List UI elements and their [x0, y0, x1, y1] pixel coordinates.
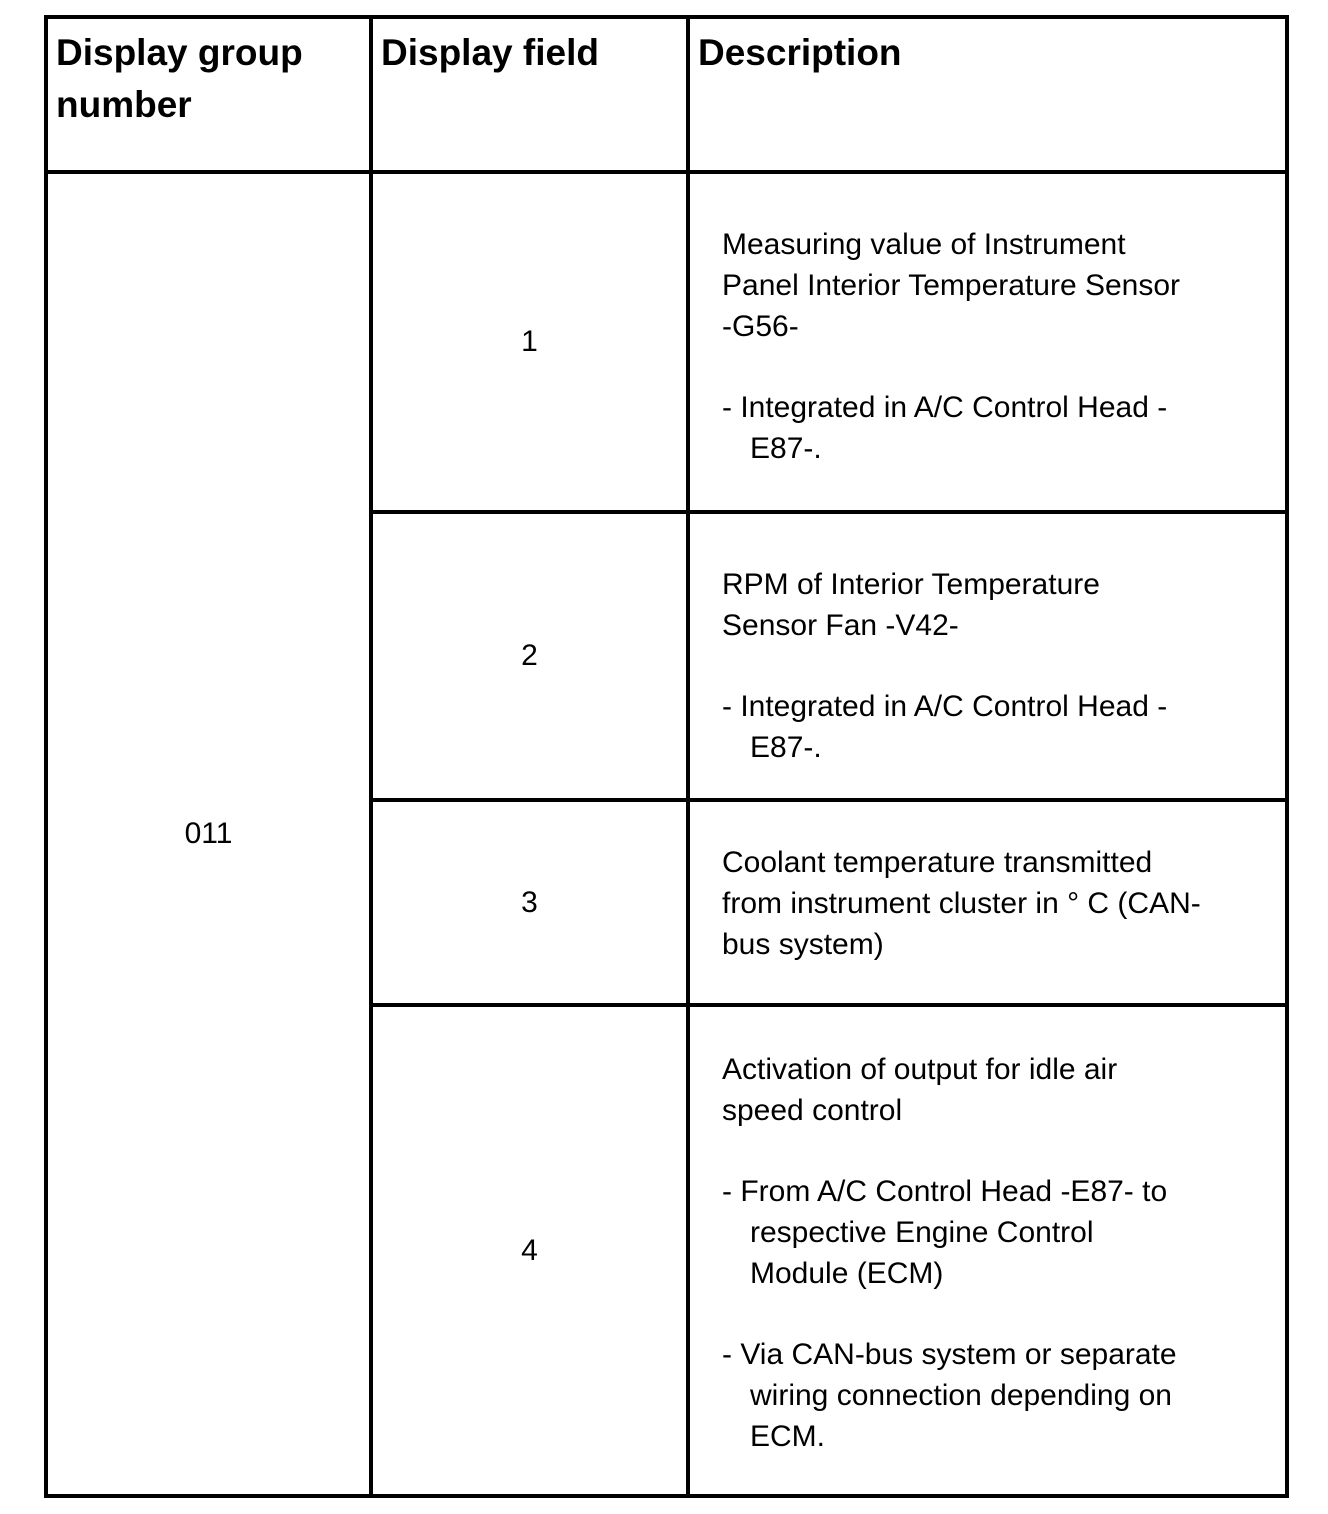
description-bullet: - Integrated in A/C Control Head -E87-.: [722, 391, 1168, 465]
description-text: RPM of Interior Temperature Sensor Fan -V42-: [722, 568, 1100, 642]
description-text: Activation of output for idle air speed control: [722, 1053, 1118, 1127]
display-group-table: [44, 15, 1289, 1498]
field-number: 4: [371, 1005, 688, 1496]
description-text: Coolant temperature transmitted from instrument cluster in ° C (CAN-bus system): [722, 846, 1201, 961]
description: [688, 512, 1287, 800]
header-row: [46, 17, 1287, 172]
header-display-group: Display group number: [46, 17, 371, 172]
header-description: Description: [688, 17, 1287, 172]
description-bullet: - Via CAN-bus system or separate wiring connection depending on ECM.: [722, 1338, 1177, 1453]
description-text: Measuring value of Instrument Panel Interior Temperature Sensor -G56-: [722, 228, 1181, 343]
table-row: [46, 172, 1287, 512]
field-number: 1: [371, 172, 688, 512]
field-number: 3: [371, 800, 688, 1005]
group-number: 011: [46, 172, 371, 1496]
description-bullet: - Integrated in A/C Control Head -E87-.: [722, 690, 1168, 764]
header-display-field: Display field: [371, 17, 688, 172]
description: [688, 1005, 1287, 1496]
description: [688, 800, 1287, 1005]
description: [688, 172, 1287, 512]
description-bullet: - From A/C Control Head -E87- to respective Engine Control Module (ECM): [722, 1175, 1168, 1290]
field-number: 2: [371, 512, 688, 800]
